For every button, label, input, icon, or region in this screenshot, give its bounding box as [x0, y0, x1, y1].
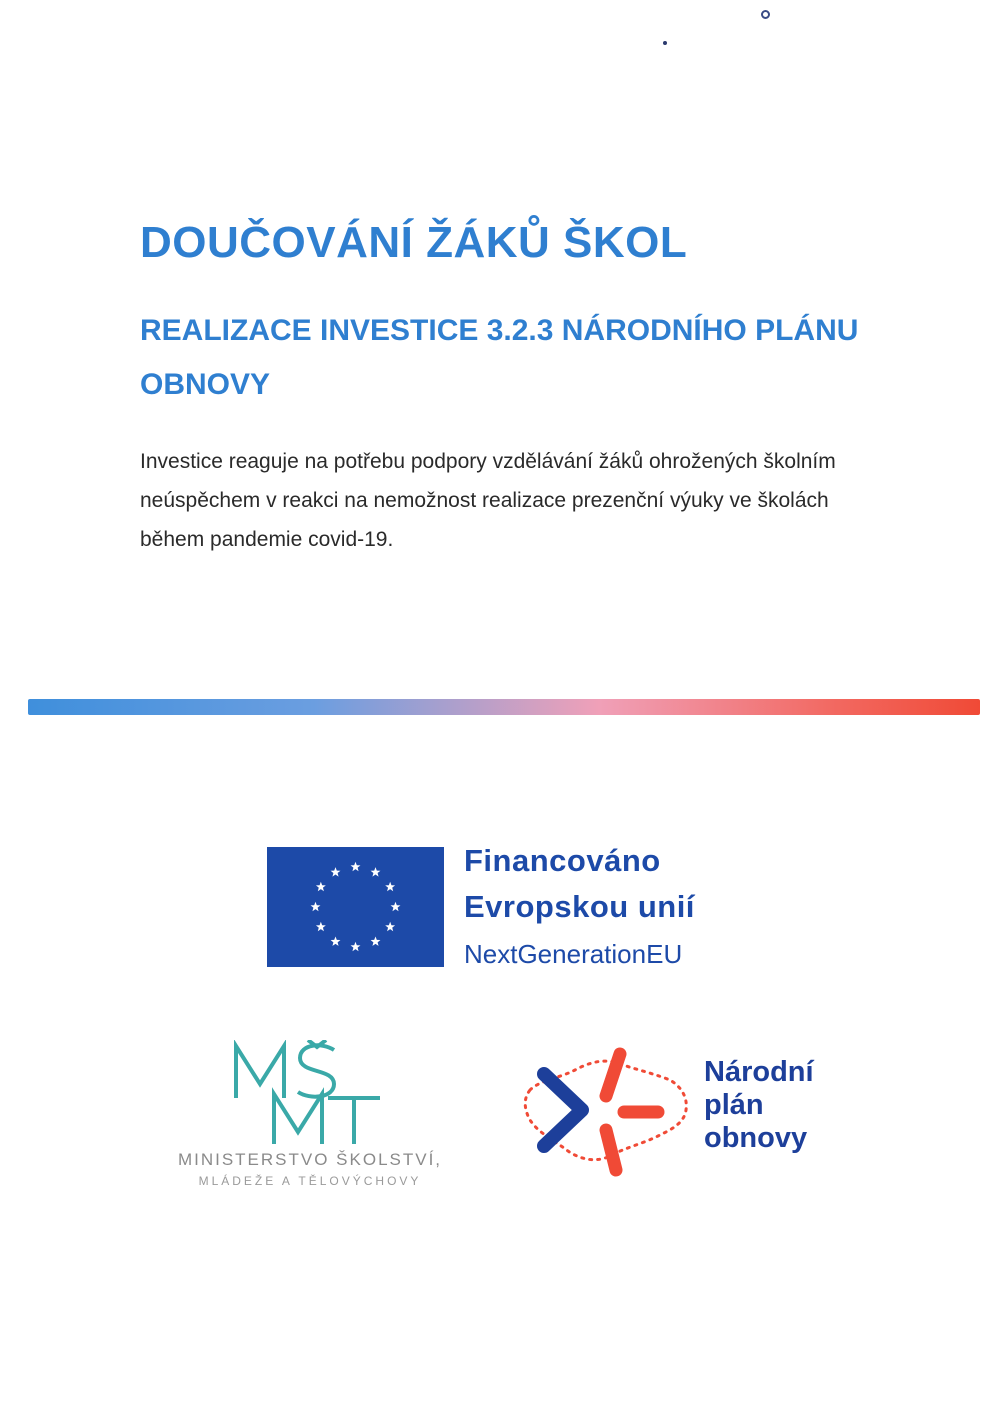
npo-logo: [520, 1040, 700, 1185]
intro-paragraph: Investice reaguje na potřebu podpory vzdělávání žáků ohrožených školním neúspěchem v reakci na nemožnost realizace prezenční výuky ve školách během pandemie covid-19.: [140, 450, 836, 551]
msmt-name-line-2: MLÁDEŽE A TĚLOVÝCHOVY: [198, 1174, 422, 1188]
document-title: DOUČOVÁNÍ ŽÁKŮ ŠKOL: [140, 218, 688, 267]
msmt-logo: [150, 1040, 470, 1195]
npo-line-2: plán: [704, 1089, 764, 1121]
document-subtitle: REALIZACE INVESTICE 3.2.3 NÁRODNÍHO PLÁNU OBNOVY: [140, 314, 859, 401]
eu-program-name: NextGenerationEU: [464, 939, 683, 969]
npo-line-3: obnovy: [704, 1122, 808, 1154]
scan-speck: [761, 10, 770, 19]
gradient-divider: [28, 699, 980, 715]
eu-funding-line-2: Evropskou unií: [464, 889, 695, 924]
msmt-logo-icon: [230, 1040, 390, 1148]
npo-text: [704, 1056, 884, 1155]
scan-speck: [663, 41, 667, 45]
npo-logo-icon: [520, 1040, 700, 1185]
npo-line-1: Národní: [704, 1056, 814, 1088]
eu-flag-icon: [267, 847, 444, 967]
msmt-name-line-1: MINISTERSTVO ŠKOLSTVÍ,: [177, 1150, 443, 1169]
eu-funding-line-1: Financováno: [464, 843, 661, 878]
eu-funding-text: [464, 838, 764, 976]
